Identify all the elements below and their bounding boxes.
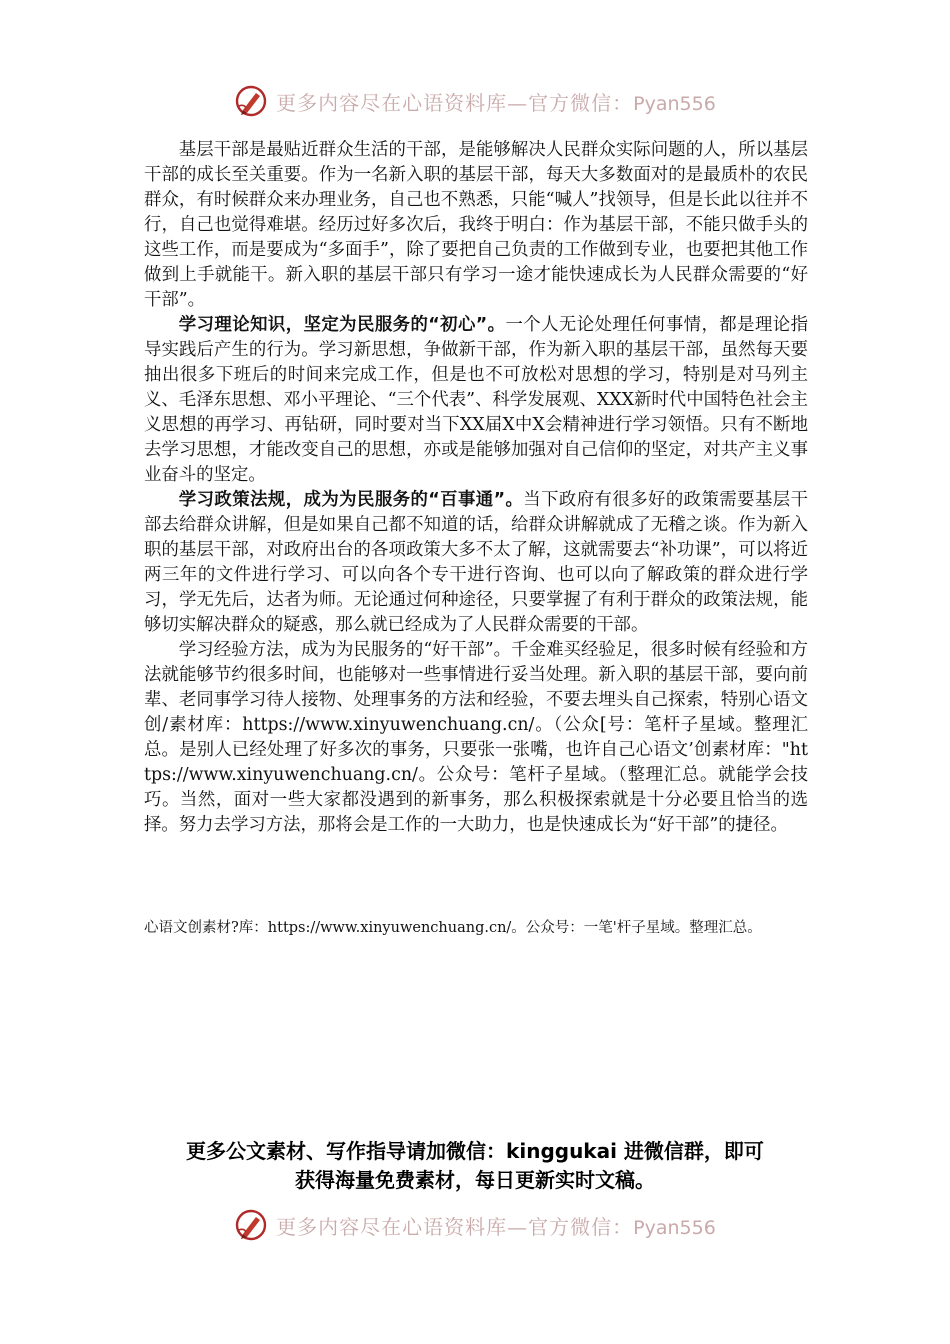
paragraph-theory-text: 一个人无论处理任何事情，都是理论指导实践后产生的行为。学习新思想，争做新干部，作为新入职的基层干部，虽然每天要抽出很多下班后的时间来完成工作，但是也不可放松对思想的学习，特别是对马列主义、毛泽东思想、邓小平理论、“三个代表”、科学发展观、XXX新时代中国特色社会主义思想的再学习、再钻研，同时要对当下XX届X中X会精神进行学习领悟。只有不断地去学习思想，才能改变自己的思想，亦或是能够加强对自己信仰的坚定，对共产主义事业奋斗的坚定。	[144, 315, 808, 485]
promo-line-2: 获得海量免费素材，每日更新实时文稿。	[295, 1168, 655, 1192]
paragraph-intro: 基层干部是最贴近群众生活的干部，是能够解决人民群众实际问题的人，所以基层干部的成长至关重要。作为一名新入职的基层干部，每天大多数面对的是最质朴的农民群众，有时候群众来办理业务，自己也不熟悉，只能“喊人”找领导，但是长此以往并不行，自己也觉得难堪。经历过好多次后，我终于明白：作为基层干部，不能只做手头的这些工作，而是要成为“多面手”，除了要把自己负责的工作做到专业，也要把其他工作做到上手就能干。新入职的基层干部只有学习一途才能快速成长为人民群众需要的“好干部”。	[144, 140, 808, 310]
promo-block	[0, 1137, 950, 1195]
pen-logo-icon	[234, 1208, 268, 1242]
paragraph-theory-heading: 学习理论知识，坚定为民服务的“初心”。	[178, 315, 506, 335]
pen-logo-icon	[234, 84, 268, 118]
document-body	[144, 138, 808, 838]
paragraph-experience: 学习经验方法，成为为民服务的“好干部”。千金难买经验足，很多时候有经验和方法就能够节约很多时间，也能够对一些事情进行妥当处理。新入职的基层干部，要向前辈、老同事学习待人接物、处理事务的方法和经验，不要去埋头自己探索，特别心语文创/素材库：https://www.xinyuwenchuang.cn/。（公众[号：笔杆子星域。整理汇总。是别人已经处理了好多次的事务，只要张一张嘴，也许自己心语文’创素材库："https://www.xinyuwenchuang.cn/。公众号：笔杆子星域。（整理汇总。就能学会技巧。当然，面对一些大家都没遇到的新事务，那么积极探索就是十分必要且恰当的选择。努力去学习方法，那将会是工作的一大助力，也是快速成长为“好干部”的捷径。	[144, 640, 808, 835]
paragraph-policy-heading: 学习政策法规，成为为民服务的“百事通”。	[178, 490, 524, 510]
watermark-wechat-id: Pyan556	[633, 1216, 716, 1239]
watermark-text: 更多内容尽在心语资料库—官方微信：Pyan556	[276, 1214, 716, 1239]
promo-line-1: 更多公文素材、写作指导请加微信：kinggukai 进微信群，即可	[186, 1139, 764, 1163]
paragraph-theory	[144, 313, 808, 488]
header-watermark	[0, 84, 950, 118]
source-footnote: 心语文创素材?库：https://www.xinyuwenchuang.cn/。公众号：一笔'杆子星域。整理汇总。	[144, 920, 762, 936]
paragraph-policy-text: 当下政府有很多好的政策需要基层干部去给群众讲解，但是如果自己都不知道的话，给群众讲解就成了无稽之谈。作为新入职的基层干部，对政府出台的各项政策大多不太了解，这就需要去“补功课”，可以将近两三年的文件进行学习、可以向各个专干进行咨询、也可以向了解政策的群众进行学习，学无先后，达者为师。无论通过何种途径，只要掌握了有利于群众的政策法规，能够切实解决群众的疑惑，那么就已经成为了人民群众需要的干部。	[144, 490, 808, 635]
footer-watermark	[0, 1208, 950, 1242]
paragraph-policy	[144, 488, 808, 638]
watermark-wechat-id: Pyan556	[633, 92, 716, 115]
watermark-text: 更多内容尽在心语资料库—官方微信：Pyan556	[276, 90, 716, 115]
